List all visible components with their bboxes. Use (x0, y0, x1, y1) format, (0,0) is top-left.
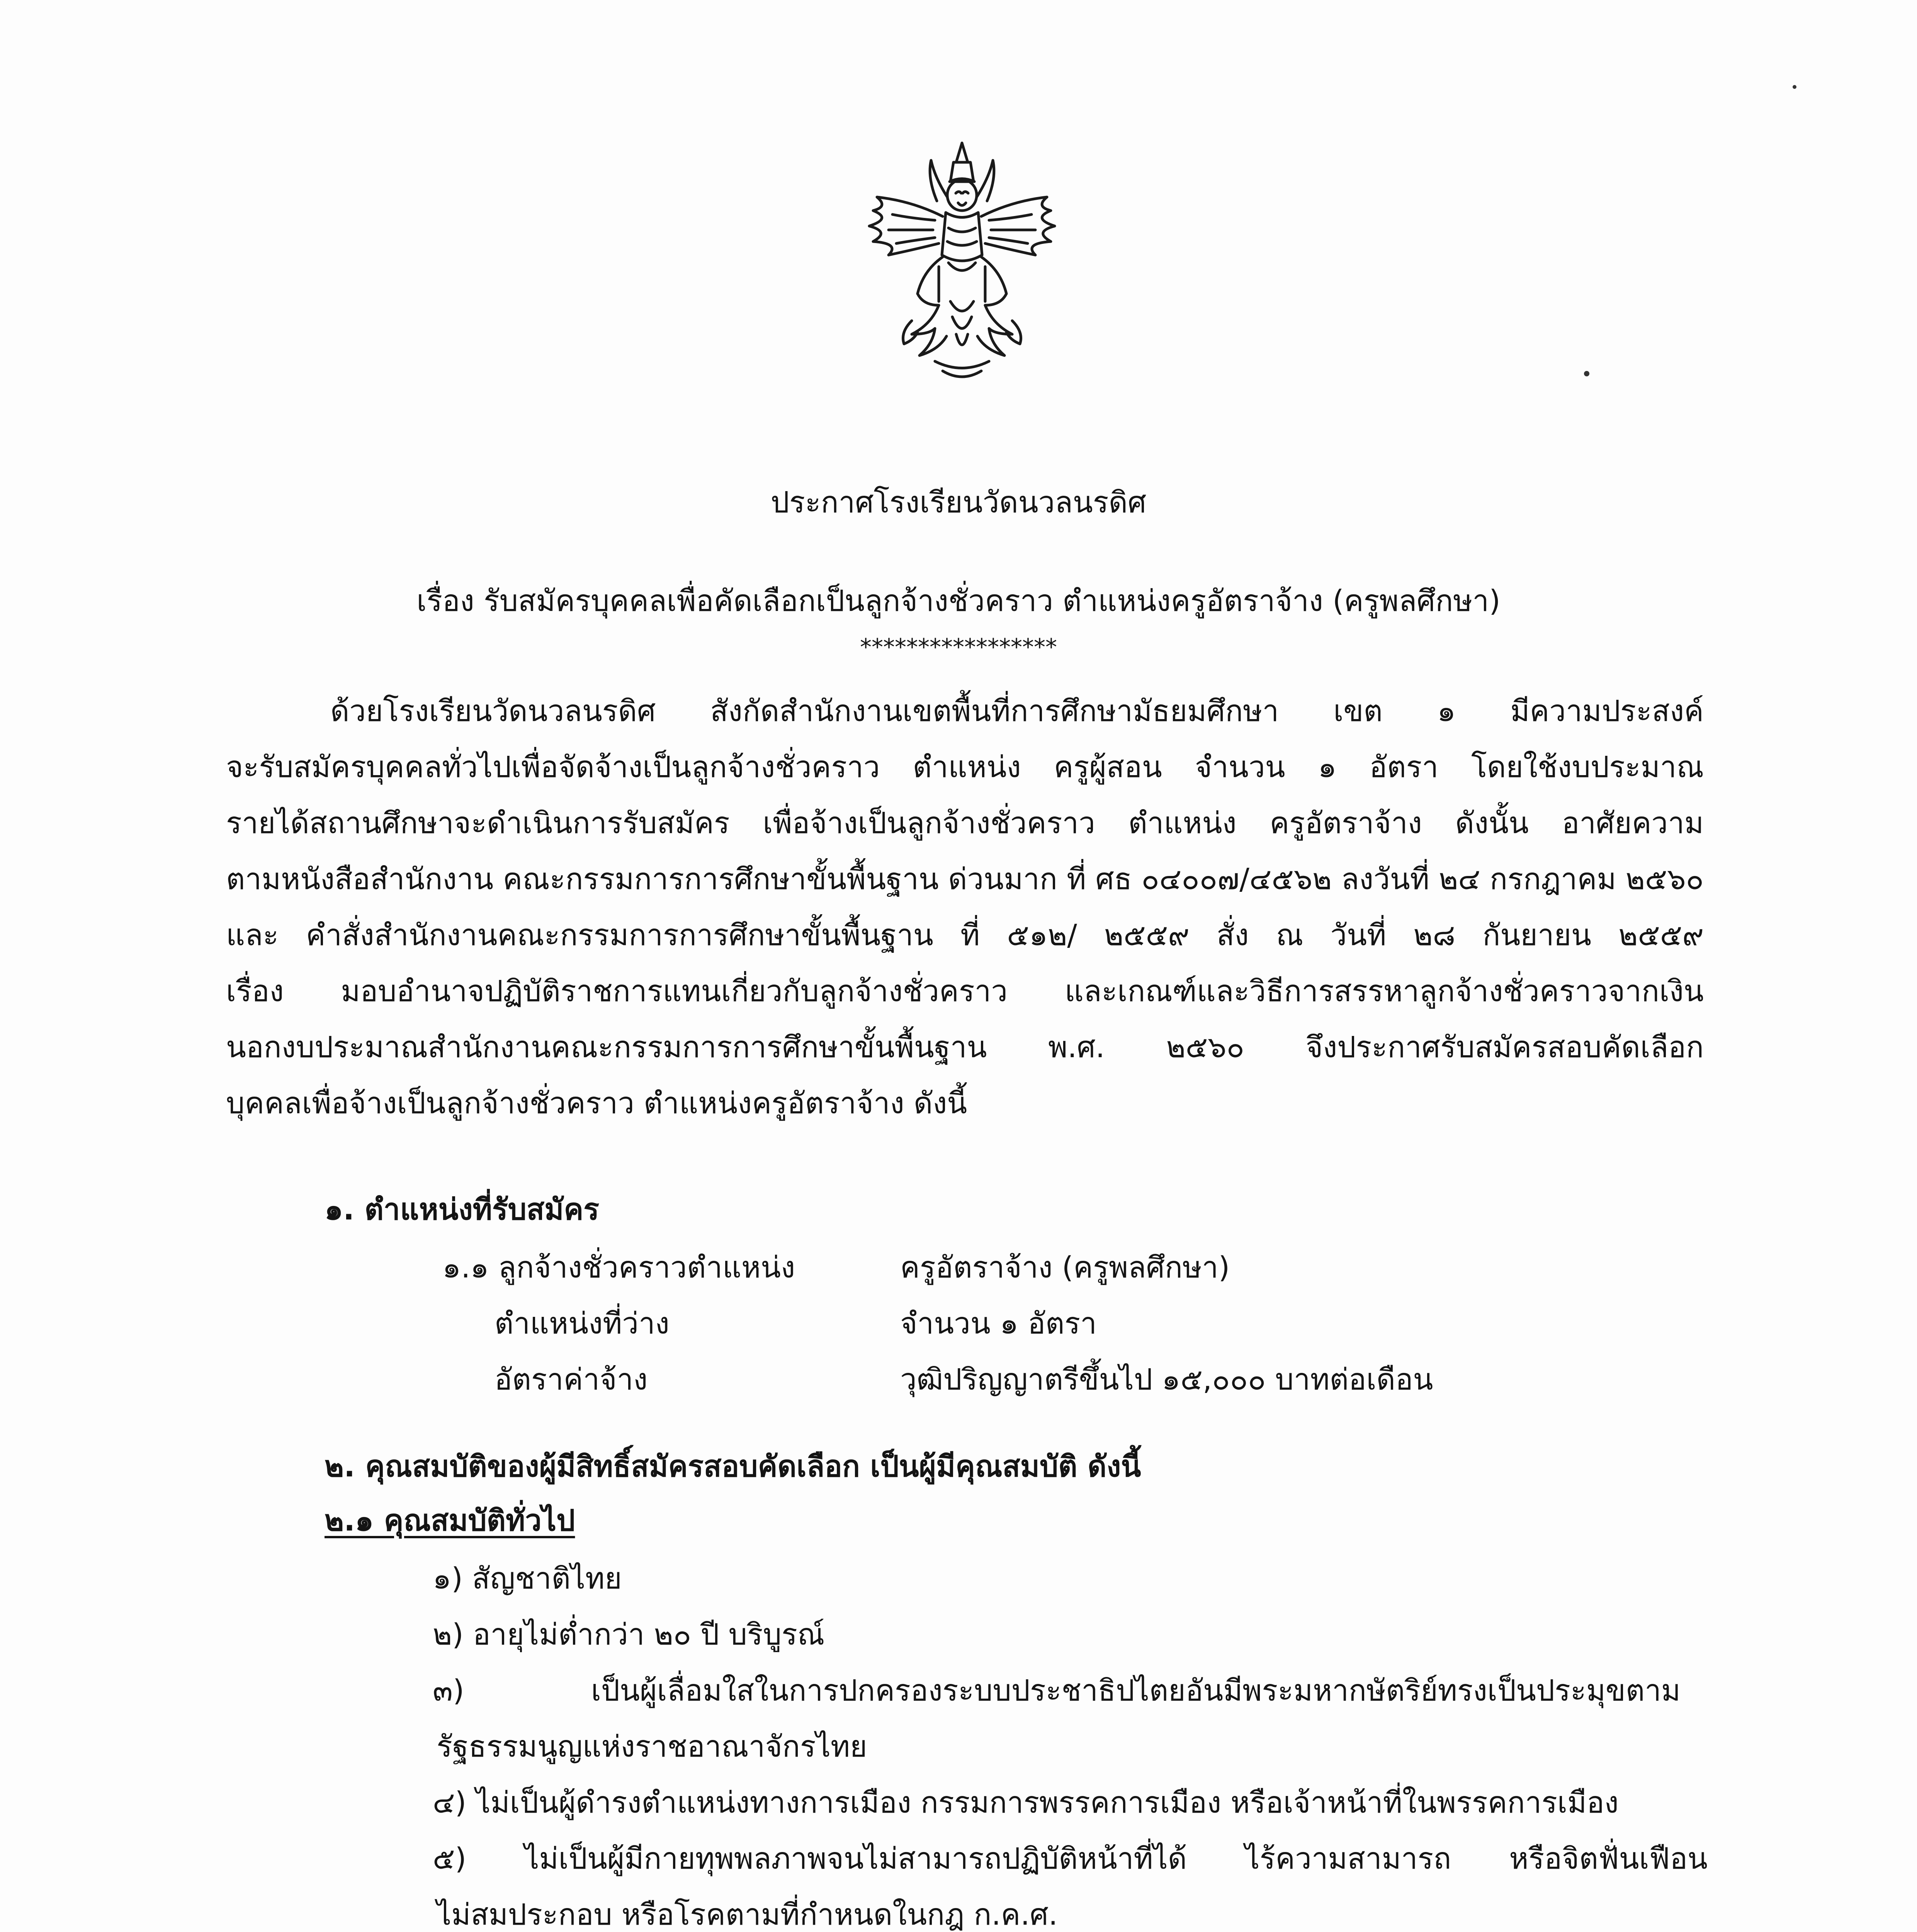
intro-line: รายได้สถานศึกษาจะดำเนินการรับสมัคร เพื่อจ้างเป็นลูกจ้างชั่วคราว ตำแหน่ง ครูอัตราจ้าง ดังนั้น อาศัยความ (226, 806, 1704, 840)
intro-line: ตามหนังสือสำนักงาน คณะกรรมการการศึกษาขั้นพื้นฐาน ด่วนมาก ที่ ศธ ๐๔๐๐๗/๔๕๖๒ ลงวันที่ ๒๔ กรกฎาคม ๒๕๖๐ (226, 862, 1704, 896)
separator-line: ***************** (860, 634, 1057, 661)
qualification-item-continued: ไม่สมประกอบ หรือโรคตามที่กำหนดในกฎ ก.ค.ศ. (437, 1897, 1058, 1932)
wage-value: วุฒิปริญญาตรีขึ้นไป ๑๕,๐๐๐ บาทต่อเดือน (900, 1362, 1433, 1396)
garuda-emblem-icon (846, 139, 1078, 394)
scan-speck (1793, 85, 1796, 89)
qualification-item-continued: รัฐธรรมนูญแห่งราชอาณาจักรไทย (437, 1729, 867, 1764)
qualification-item: ๒) อายุไม่ต่ำกว่า ๒๐ ปี บริบูรณ์ (433, 1617, 825, 1651)
intro-line: จะรับสมัครบุคคลทั่วไปเพื่อจัดจ้างเป็นลูกจ้างชั่วคราว ตำแหน่ง ครูผู้สอน จำนวน ๑ อัตรา โดยใช้งบประมาณ (226, 750, 1704, 784)
section-1-heading: ๑. ตำแหน่งที่รับสมัคร (325, 1192, 600, 1226)
vacancy-label: ตำแหน่งที่ว่าง (495, 1306, 670, 1340)
position-label: ๑.๑ ลูกจ้างชั่วคราวตำแหน่ง (442, 1250, 795, 1284)
intro-line: ด้วยโรงเรียนวัดนวลนรดิศ สังกัดสำนักงานเขตพื้นที่การศึกษามัธยมศึกษา เขต ๑ มีความประสงค์ (330, 694, 1704, 728)
scan-speck (1584, 371, 1589, 376)
vacancy-value: จำนวน ๑ อัตรา (900, 1306, 1097, 1340)
intro-line: เรื่อง มอบอำนาจปฏิบัติราชการแทนเกี่ยวกับลูกจ้างชั่วคราว และเกณฑ์และวิธีการสรรหาลูกจ้างชั่วคราวจากเงิน (226, 974, 1704, 1008)
qualification-item: ๓) เป็นผู้เลื่อมใสในการปกครองระบบประชาธิปไตยอันมีพระมหากษัตริย์ทรงเป็นประมุขตาม (433, 1673, 1681, 1708)
qualification-item: ๑) สัญชาติไทย (433, 1561, 622, 1595)
section-2-heading: ๒. คุณสมบัติของผู้มีสิทธิ์สมัครสอบคัดเลือก เป็นผู้มีคุณสมบัติ ดังนี้ (325, 1449, 1141, 1483)
intro-line: และ คำสั่งสำนักงานคณะกรรมการการศึกษาขั้นพื้นฐาน ที่ ๕๑๒/ ๒๕๕๙ สั่ง ณ วันที่ ๒๘ กันยายน ๒๕๕๙ (226, 918, 1704, 952)
wage-label: อัตราค่าจ้าง (495, 1362, 648, 1396)
position-value: ครูอัตราจ้าง (ครูพลศึกษา) (900, 1250, 1230, 1284)
qualification-item: ๔) ไม่เป็นผู้ดำรงตำแหน่งทางการเมือง กรรมการพรรคการเมือง หรือเจ้าหน้าที่ในพรรคการเมือง (433, 1785, 1619, 1820)
intro-line: บุคคลเพื่อจ้างเป็นลูกจ้างชั่วคราว ตำแหน่งครูอัตราจ้าง ดังนี้ (226, 1086, 967, 1120)
announcement-title: ประกาศโรงเรียนวัดนวลนรดิศ (770, 485, 1147, 519)
announcement-subject: เรื่อง รับสมัครบุคคลเพื่อคัดเลือกเป็นลูกจ้างชั่วคราว ตำแหน่งครูอัตราจ้าง (ครูพลศึกษา) (416, 583, 1501, 618)
section-2-1-heading: ๒.๑ คุณสมบัติทั่วไป (325, 1503, 575, 1537)
qualification-item: ๕) ไม่เป็นผู้มีกายทุพพลภาพจนไม่สามารถปฏิบัติหน้าที่ได้ ไร้ความสามารถ หรือจิตฟั่นเฟือน (433, 1841, 1708, 1876)
intro-line: นอกงบประมาณสำนักงานคณะกรรมการการศึกษาขั้นพื้นฐาน พ.ศ. ๒๕๖๐ จึงประกาศรับสมัครสอบคัดเลือก (226, 1030, 1704, 1064)
